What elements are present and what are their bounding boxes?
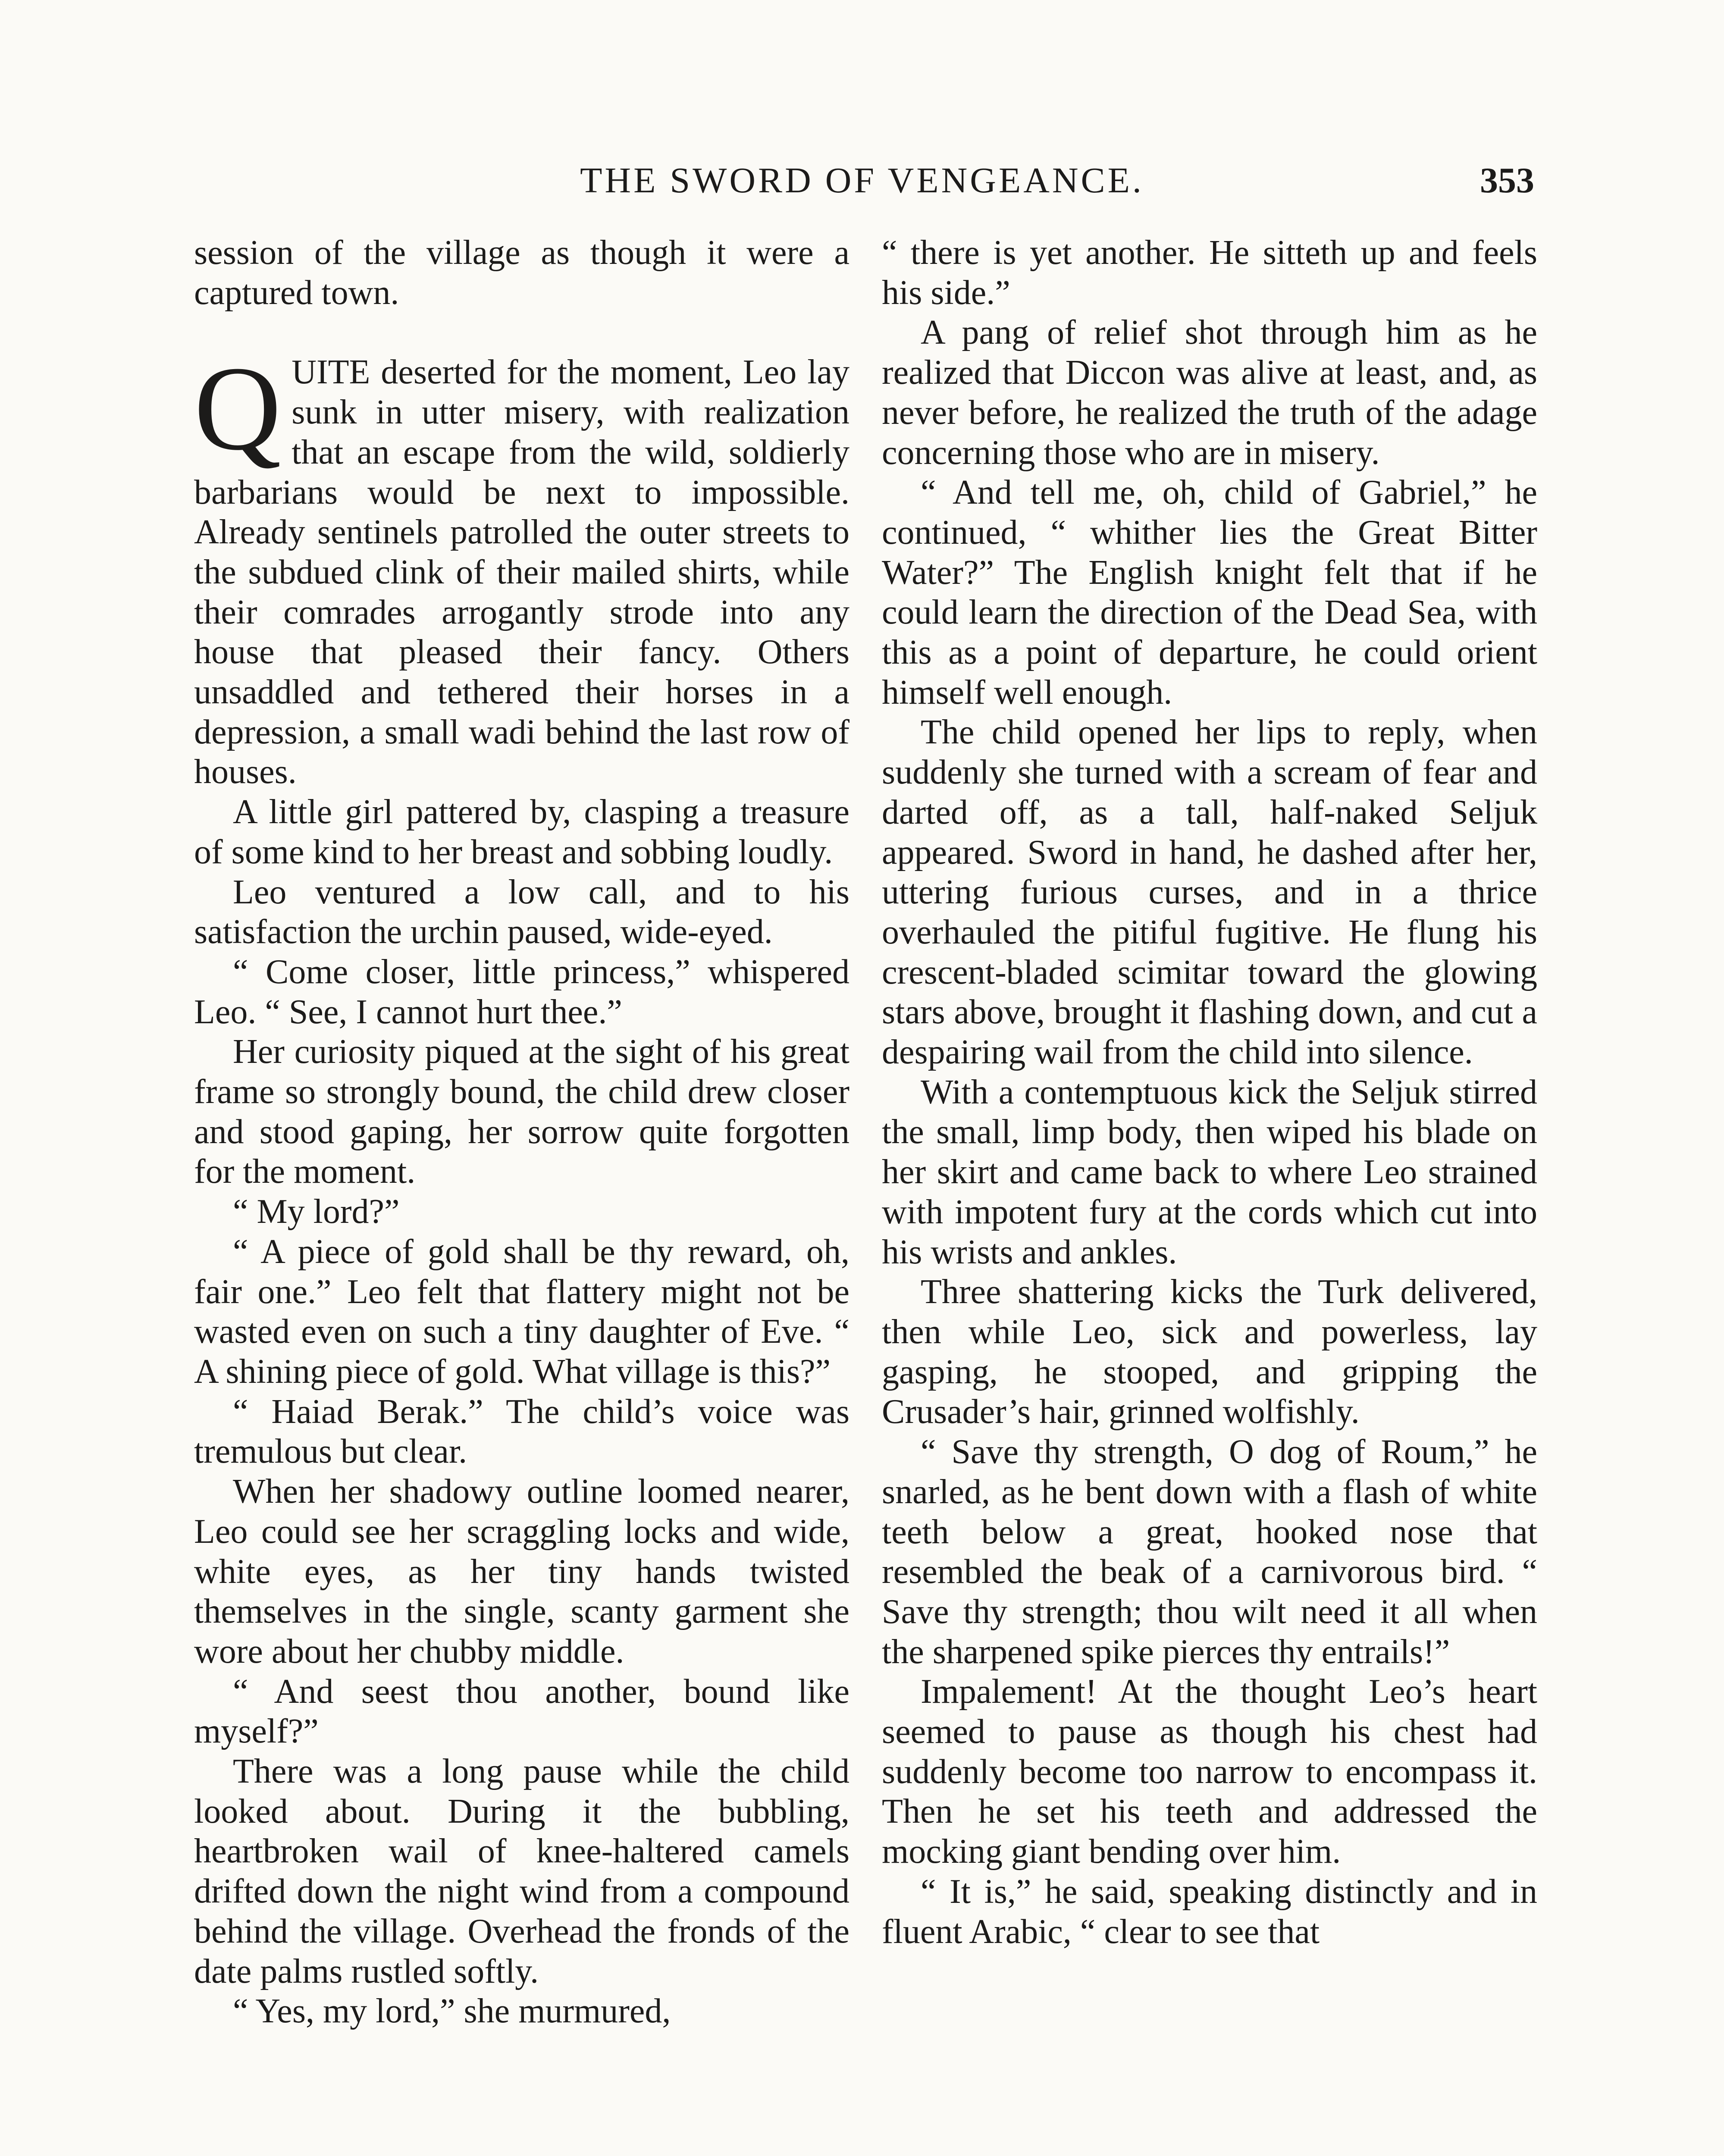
paragraph: Impalement! At the thought Leo’s heart seemed to pause as though his chest had suddenly become too narrow to encompass it. Then he set his teeth and addressed the mocking giant bending over him. xyxy=(882,1673,1537,1871)
paragraph: When her shadowy outline loomed nearer, Leo could see her scraggling locks and wide, white eyes, as her tiny hands twisted themselves in the single, scanty garment she wore about her chubby middle. xyxy=(194,1473,849,1670)
right-column xyxy=(882,233,1537,1952)
paragraph: “ And tell me, oh, child of Gabriel,” he continued, “ whither lies the Great Bitter Water?” The English knight felt that if he could learn the direction of the Dead Sea, with this as a point of departure, he could orient himself well enough. xyxy=(882,473,1537,711)
paragraph: “ It is,” he said, speaking distinctly and in fluent Arabic, “ clear to see that xyxy=(882,1872,1537,1951)
paragraph: “ Haiad Berak.” The child’s voice was tremulous but clear. xyxy=(194,1392,849,1471)
paragraph: “ A piece of gold shall be thy reward, oh, fair one.” Leo felt that flattery might not be wasted even on such a tiny daughter of Eve. “ A shining piece of gold. What village is this?” xyxy=(194,1232,849,1391)
paragraph-with-dropcap xyxy=(194,341,849,792)
paragraph: A little girl pattered by, clasping a treasure of some kind to her breast and sobbing loudly. xyxy=(194,793,849,871)
paragraph: “ My lord?” xyxy=(233,1193,400,1231)
running-title: THE SWORD OF VENGEANCE. xyxy=(580,160,1144,201)
page-number: 353 xyxy=(1480,160,1534,201)
paragraph: Her curiosity piqued at the sight of his great frame so strongly bound, the child drew closer and stood gaping, her sorrow quite forgotten for the moment. xyxy=(194,1033,849,1191)
paragraph: “ there is yet another. He sitteth up and feels his side.” xyxy=(882,234,1537,312)
paragraph: session of the village as though it were a captured town. xyxy=(194,234,849,312)
paragraph: There was a long pause while the child looked about. During it the bubbling, heartbroken wail of knee-haltered camels drifted down the night wind from a compound behind the village. Overhead the fronds of the date palms rustled softly. xyxy=(194,1752,849,1990)
page-header xyxy=(190,160,1534,207)
paragraph: Leo ventured a low call, and to his satisfaction the urchin paused, wide-eyed. xyxy=(194,873,849,951)
paragraph: With a contemptuous kick the Seljuk stirred the small, limp body, then wiped his blade on her skirt and came back to where Leo strained with impotent fury at the cords which cut into his wrists and ankles. xyxy=(882,1073,1537,1271)
left-column xyxy=(194,233,849,2031)
paragraph: Three shattering kicks the Turk delivered, then while Leo, sick and powerless, lay gasping, he stooped, and gripping the Crusader’s hair, grinned wolfishly. xyxy=(882,1273,1537,1431)
paragraph: “ And seest thou another, bound like myself?” xyxy=(194,1672,849,1751)
paragraph: A pang of relief shot through him as he realized that Diccon was alive at least, and, as never before, he realized the truth of the adage concerning those who are in misery. xyxy=(882,313,1537,472)
paragraph: The child opened her lips to reply, when suddenly she turned with a scream of fear and darted off, as a tall, half-naked Seljuk appeared. Sword in hand, he dashed after her, uttering furious curses, and in a thrice overhauled the pitiful fugitive. He flung his crescent-bladed scimitar toward the glowing stars above, brought it flashing down, and cut a despairing wail from the child into silence. xyxy=(882,713,1537,1072)
drop-cap: Q xyxy=(194,341,282,476)
paragraph-text: UITE deserted for the moment, Leo lay sunk in utter misery, with realization that an escape from the wild, soldierly barbarians would be next to impossible. Already sentinels patrolled the outer streets to the subdued clink of their mailed shirts, while their comrades arrogantly strode into any house that pleased their fancy. Others unsaddled and tethered their horses in a depression, a small wadi behind the last row of houses. xyxy=(194,353,849,791)
paragraph: “ Come closer, little princess,” whispered Leo. “ See, I cannot hurt thee.” xyxy=(194,953,849,1031)
paragraph: “ Save thy strength, O dog of Roum,” he snarled, as he bent down with a flash of white teeth below a great, hooked nose that resembled the beak of a carnivorous bird. “ Save thy strength; thou wilt need it all when the sharpened spike pierces thy entrails!” xyxy=(882,1433,1537,1671)
paragraph: “ Yes, my lord,” she murmured, xyxy=(233,1992,671,2031)
